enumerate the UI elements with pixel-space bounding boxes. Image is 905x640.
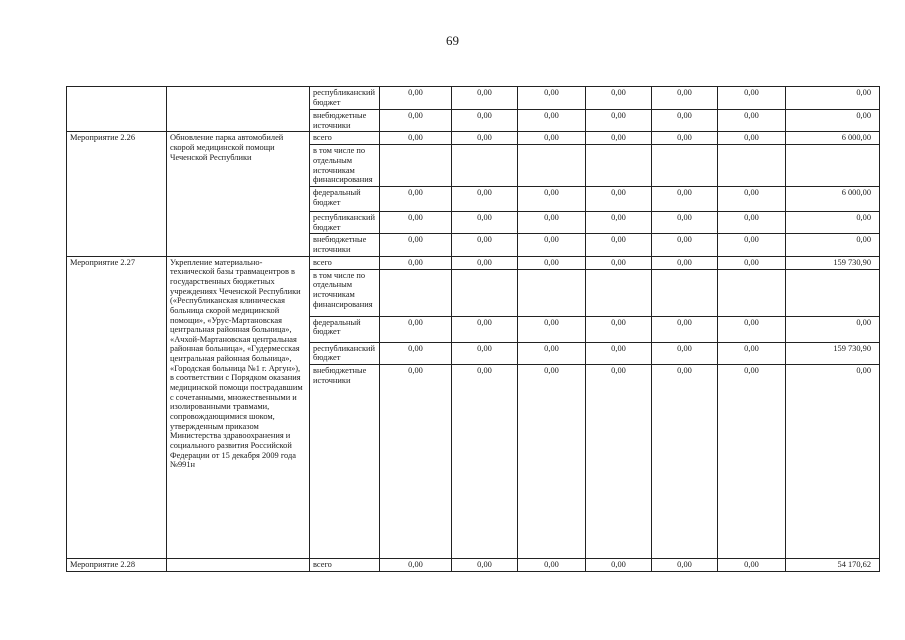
source-cell: всего	[310, 558, 380, 571]
value-cell: 0,00	[652, 364, 718, 558]
value-cell: 0,00	[786, 234, 880, 256]
value-cell: 0,00	[518, 342, 586, 364]
value-cell: 0,00	[452, 364, 518, 558]
value-cell: 0,00	[718, 558, 786, 571]
value-cell: 0,00	[652, 558, 718, 571]
value-cell	[786, 145, 880, 187]
value-cell: 0,00	[586, 211, 652, 233]
value-cell: 0,00	[452, 186, 518, 211]
value-cell: 0,00	[586, 558, 652, 571]
value-cell: 6 000,00	[786, 132, 880, 145]
value-cell: 0,00	[718, 211, 786, 233]
value-cell: 0,00	[380, 211, 452, 233]
table-row	[67, 558, 880, 571]
value-cell	[518, 269, 586, 316]
value-cell: 0,00	[718, 316, 786, 342]
value-cell: 0,00	[586, 87, 652, 110]
value-cell: 0,00	[652, 186, 718, 211]
budget-table	[66, 86, 880, 572]
value-cell: 0,00	[452, 211, 518, 233]
value-cell: 0,00	[718, 256, 786, 269]
value-cell: 0,00	[652, 87, 718, 110]
table-row	[67, 256, 880, 269]
value-cell: 0,00	[786, 87, 880, 110]
value-cell: 0,00	[518, 186, 586, 211]
value-cell	[652, 145, 718, 187]
source-cell: республиканский бюджет	[310, 87, 380, 110]
value-cell	[786, 269, 880, 316]
value-cell: 0,00	[452, 256, 518, 269]
value-cell: 0,00	[452, 87, 518, 110]
source-cell: внебюджетные источники	[310, 234, 380, 256]
table-row	[67, 132, 880, 145]
value-cell: 0,00	[786, 316, 880, 342]
value-cell: 0,00	[586, 364, 652, 558]
value-cell: 0,00	[518, 211, 586, 233]
event-name-cell: Обновление парка автомобилей скорой медицинской помощи Чеченской Республики	[167, 132, 310, 256]
value-cell: 0,00	[380, 186, 452, 211]
event-code-cell: Мероприятие 2.27	[67, 256, 167, 558]
value-cell	[718, 269, 786, 316]
value-cell	[380, 145, 452, 187]
value-cell: 0,00	[718, 342, 786, 364]
value-cell	[452, 145, 518, 187]
value-cell: 0,00	[652, 110, 718, 132]
value-cell	[586, 145, 652, 187]
value-cell: 0,00	[518, 364, 586, 558]
event-name-cell: Укрепление материально-технической базы травмацентров в государственных бюджетных учреждениях Чеченской Республики («Республиканская клиническая больница скорой медицинской помощи», «Урус-Мартановская центральная районная больница», «Ачхой-Мартановская центральная районная больница», «Гудермесская центральная районная больница», «Городская больница №1 г. Аргун»), в соответствии с Порядком оказания медицинской помощи пострадавшим с сочетанными, множественными и изолированными травмами, сопровождающимися шоком, утвержденным приказом Министерства здравоохранения и социального развития Российской Федерации от 15 декабря 2009 года №991н	[167, 256, 310, 558]
event-code-cell: Мероприятие 2.28	[67, 558, 167, 571]
value-cell: 0,00	[586, 342, 652, 364]
source-cell: всего	[310, 256, 380, 269]
value-cell: 0,00	[452, 234, 518, 256]
value-cell: 0,00	[718, 132, 786, 145]
value-cell: 0,00	[518, 316, 586, 342]
value-cell: 0,00	[786, 211, 880, 233]
source-cell: республиканский бюджет	[310, 342, 380, 364]
value-cell: 0,00	[518, 132, 586, 145]
value-cell: 0,00	[380, 132, 452, 145]
value-cell: 0,00	[652, 342, 718, 364]
value-cell: 0,00	[652, 256, 718, 269]
value-cell	[586, 269, 652, 316]
source-cell: в том числе по отдельным источникам финансирования	[310, 145, 380, 187]
value-cell: 159 730,90	[786, 342, 880, 364]
value-cell: 0,00	[586, 186, 652, 211]
value-cell: 0,00	[718, 110, 786, 132]
value-cell: 0,00	[786, 364, 880, 558]
event-name-cell	[167, 87, 310, 132]
value-cell: 159 730,90	[786, 256, 880, 269]
value-cell: 0,00	[452, 132, 518, 145]
value-cell: 0,00	[380, 256, 452, 269]
value-cell: 0,00	[380, 110, 452, 132]
value-cell: 54 170,62	[786, 558, 880, 571]
value-cell: 0,00	[718, 186, 786, 211]
event-code-cell: Мероприятие 2.26	[67, 132, 167, 256]
value-cell	[380, 269, 452, 316]
value-cell: 6 000,00	[786, 186, 880, 211]
value-cell: 0,00	[652, 316, 718, 342]
value-cell: 0,00	[718, 364, 786, 558]
event-name-cell	[167, 558, 310, 571]
table-row	[67, 87, 880, 110]
value-cell: 0,00	[586, 234, 652, 256]
value-cell: 0,00	[518, 558, 586, 571]
value-cell: 0,00	[380, 364, 452, 558]
value-cell: 0,00	[586, 316, 652, 342]
value-cell: 0,00	[586, 132, 652, 145]
value-cell: 0,00	[452, 558, 518, 571]
value-cell: 0,00	[718, 234, 786, 256]
page-number: 69	[446, 33, 459, 48]
value-cell: 0,00	[518, 110, 586, 132]
value-cell	[718, 145, 786, 187]
value-cell: 0,00	[718, 87, 786, 110]
source-cell: внебюджетные источники	[310, 364, 380, 558]
value-cell: 0,00	[380, 316, 452, 342]
value-cell: 0,00	[452, 110, 518, 132]
source-cell: в том числе по отдельным источникам финансирования	[310, 269, 380, 316]
value-cell: 0,00	[380, 87, 452, 110]
source-cell: федеральный бюджет	[310, 316, 380, 342]
source-cell: федеральный бюджет	[310, 186, 380, 211]
value-cell: 0,00	[380, 558, 452, 571]
value-cell: 0,00	[452, 316, 518, 342]
value-cell: 0,00	[452, 342, 518, 364]
source-cell: внебюджетные источники	[310, 110, 380, 132]
value-cell: 0,00	[652, 132, 718, 145]
event-code-cell	[67, 87, 167, 132]
value-cell	[518, 145, 586, 187]
value-cell: 0,00	[786, 110, 880, 132]
value-cell: 0,00	[518, 234, 586, 256]
value-cell	[652, 269, 718, 316]
source-cell: республиканский бюджет	[310, 211, 380, 233]
source-cell: всего	[310, 132, 380, 145]
value-cell: 0,00	[380, 342, 452, 364]
value-cell: 0,00	[586, 110, 652, 132]
value-cell: 0,00	[518, 87, 586, 110]
value-cell	[452, 269, 518, 316]
value-cell: 0,00	[380, 234, 452, 256]
value-cell: 0,00	[518, 256, 586, 269]
value-cell: 0,00	[586, 256, 652, 269]
value-cell: 0,00	[652, 211, 718, 233]
value-cell: 0,00	[652, 234, 718, 256]
